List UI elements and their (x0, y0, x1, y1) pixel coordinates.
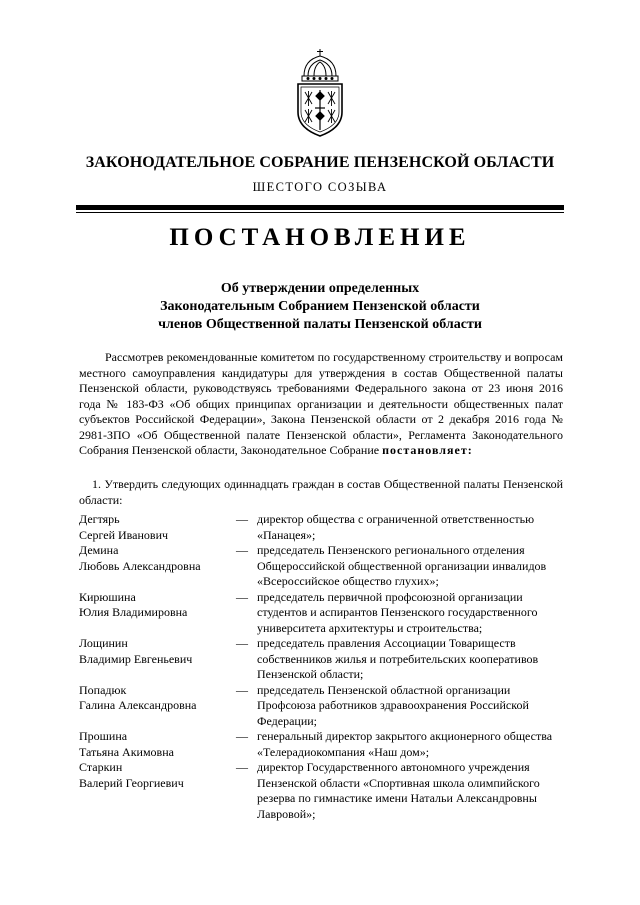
member-row (79, 636, 563, 683)
shield-icon (298, 84, 342, 136)
member-position: директор общества с ограниченной ответственностью «Панацея»; (257, 512, 535, 542)
member-surname: Демина (79, 543, 119, 557)
member-row (79, 590, 563, 637)
member-surname: Старкин (79, 760, 123, 774)
member-row (79, 683, 563, 730)
member-position: председатель первичной профсоюзной организации студентов и аспирантов Пензенского государственного университета архитектуры и строительства; (257, 589, 538, 635)
member-position: директор Государственного автономного учреждения Пензенской области «Спортивная школа олимпийского резерва по гимнастике имени Натальи Александровны Лавровой»; (257, 760, 540, 821)
member-surname: Кирюшина (79, 589, 136, 604)
member-position: председатель Пензенского регионального отделения Общероссийской общественной организации инвалидов «Всероссийское общество глухих»; (257, 543, 547, 588)
member-given-name: Галина Александровна (79, 698, 197, 712)
member-given-name: Владимир Евгеньевич (79, 651, 193, 666)
member-surname: Дегтярь (79, 512, 120, 526)
header-divider-thin (76, 212, 564, 213)
member-name (79, 512, 227, 543)
member-dash: — (236, 729, 248, 743)
member-name (79, 590, 227, 637)
member-dash: — (236, 760, 248, 774)
member-dash: — (236, 512, 248, 526)
member-dash: — (236, 543, 248, 557)
preamble-text: Рассмотрев рекомендованные комитетом по государственному строительству и вопросам местного самоуправления кандидатуры для утверждения в состав Общественной палаты Пензенской области, руководствуясь требованиями Федерального закона от 23 июня 2016 года № 183-ФЗ «Об общих принципах организации и деятельности общественных палат субъектов Российской Федерации», Закона Пензенской области от 2 декабря 2016 года № 2981-ЗПО «Об Общественной палате Пензенской области», Регламента Законодательного Собрания Пензенской области, Законодательное Собрание (79, 350, 563, 457)
coat-of-arms-emblem (290, 46, 350, 140)
convocation-label: ШЕСТОГО СОЗЫВА (252, 180, 388, 194)
subject-line: Законодательным Собранием Пензенской области (160, 299, 480, 314)
member-dash: — (236, 682, 248, 697)
preamble-emphasis: постановляет: (382, 443, 473, 457)
member-name (79, 683, 227, 730)
member-position: председатель Пензенской областной организации Профсоюза работников здравоохранения Российской Федерации; (257, 682, 529, 728)
member-row (79, 760, 563, 822)
member-given-name: Любовь Александровна (79, 558, 201, 573)
member-row (79, 543, 563, 590)
member-name (79, 729, 227, 760)
document-type-heading: ПОСТАНОВЛЕНИЕ (169, 224, 471, 251)
member-dash: — (236, 636, 248, 650)
member-name (79, 543, 227, 590)
member-surname: Лощинин (79, 636, 128, 650)
member-position: председатель правления Ассоциации Товариществ собственников жилья и потребительских кооперативов Пензенской области; (257, 636, 539, 681)
crown-icon (302, 49, 338, 81)
member-row (79, 729, 563, 760)
member-name (79, 760, 227, 822)
member-surname: Попадюк (79, 682, 127, 697)
subject-line: членов Общественной палаты Пензенской области (158, 317, 482, 332)
member-position: генеральный директор закрытого акционерного общества «Телерадиокомпания «Наш дом»; (257, 729, 553, 759)
member-row (79, 512, 563, 543)
member-given-name: Юлия Владимировна (79, 605, 188, 619)
member-given-name: Татьяна Акимовна (79, 744, 174, 759)
item-1-paragraph: 1. Утвердить следующих одиннадцать граждан в состав Общественной палаты Пензенской области: (79, 477, 563, 507)
member-given-name: Валерий Георгиевич (79, 775, 184, 790)
member-given-name: Сергей Иванович (79, 527, 169, 542)
document-subject (100, 280, 540, 334)
organization-title: ЗАКОНОДАТЕЛЬНОЕ СОБРАНИЕ ПЕНЗЕНСКОЙ ОБЛАСТИ (85, 154, 555, 171)
subject-line: Об утверждении определенных (220, 281, 420, 296)
member-surname: Прошина (79, 729, 128, 743)
preamble-paragraph (79, 350, 563, 459)
member-list (79, 512, 563, 822)
member-name (79, 636, 227, 683)
member-dash: — (236, 589, 248, 604)
header-divider-thick (76, 205, 564, 210)
